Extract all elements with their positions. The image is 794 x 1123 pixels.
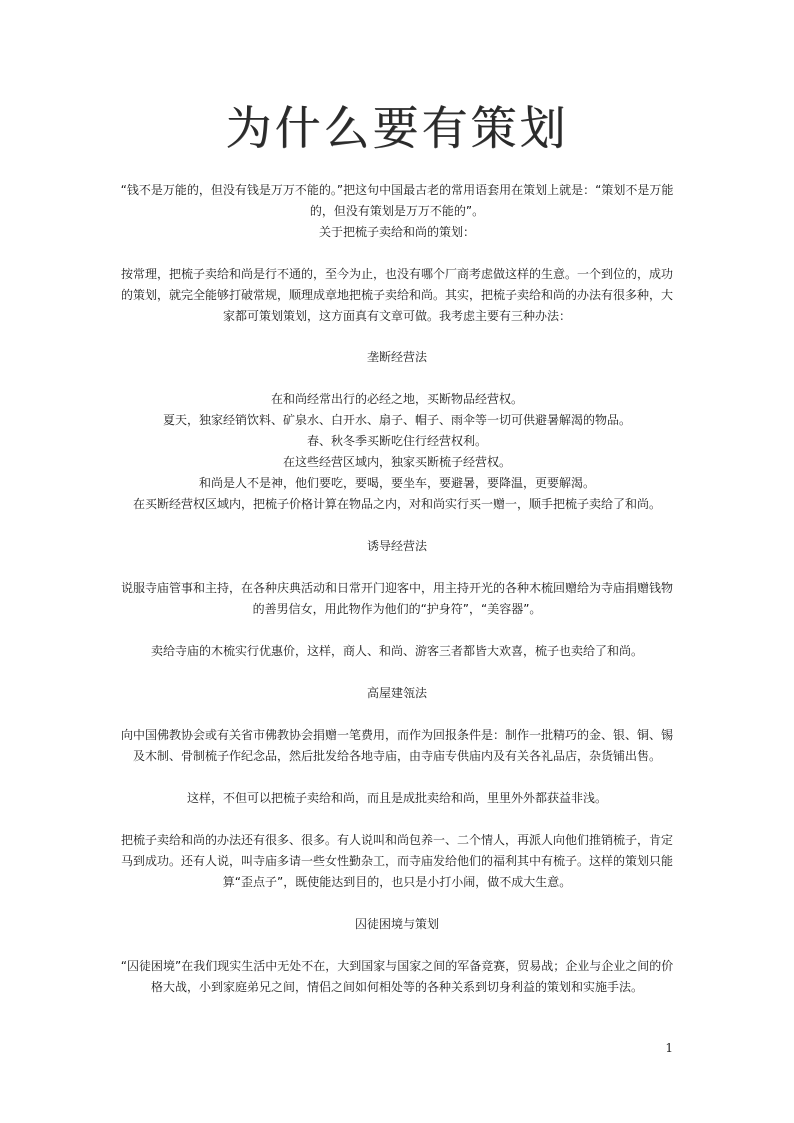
paragraph-monopoly-6: 在买断经营权区域内，把梳子价格计算在物品之内，对和尚实行买一赠一，顺手把梳子卖给了和尚。	[132, 497, 661, 511]
paragraph-monopoly-4: 在这些经营区域内，独家买断梳子经营权。	[282, 455, 511, 469]
section-heading-highground: 高屋建瓴法	[366, 686, 427, 700]
paragraph-common-sense: 按常理，把梳子卖给和尚是行不通的，至今为止，也没有哪个厂商考虑做这样的生意。一个到位的，成功的策划，就完全能够打破常规，顺理成章地把梳子卖给和尚。其实，把梳子卖给和尚的办法有很多种，大家都可策划策划，这方面真有文章可做。我考虑主要有三种办法：	[120, 267, 673, 323]
section-heading-monopoly: 垄断经营法	[366, 350, 427, 364]
page-number: 1	[665, 1041, 673, 1055]
paragraph-comb-strategy-heading: 关于把梳子卖给和尚的策划：	[318, 225, 475, 239]
paragraph-other-methods: 把梳子卖给和尚的办法还有很多、很多。有人说叫和尚包养一、二个情人，再派人向他们推销梳子，肯定马到成功。还有人说，叫寺庙多请一些女性勤杂工，而寺庙发给他们的福利其中有梳子。这样的策划只能算“歪点子”，既使能达到目的，也只是小打小闹，做不成大生意。	[120, 833, 673, 889]
paragraph-highground-1: 向中国佛教协会或有关省市佛教协会捐赠一笔费用，而作为回报条件是：制作一批精巧的金、银、铜、锡及木制、骨制梳子作纪念品，然后批发给各地寺庙，由寺庙专供庙内及有关各礼品店，杂货铺出售。	[120, 728, 673, 763]
paragraph-highground-2: 这样，不但可以把梳子卖给和尚，而且是成批卖给和尚，里里外外都获益非浅。	[186, 791, 607, 805]
section-heading-prisoners-dilemma: 囚徒困境与策划	[354, 917, 439, 931]
section-heading-induce: 诱导经营法	[366, 539, 427, 553]
paragraph-monopoly-1: 在和尚经常出行的必经之地，买断物品经营权。	[270, 392, 523, 406]
paragraph-monopoly-5: 和尚是人不是神，他们要吃，要喝，要坐车，要避暑，要降温，更要解渴。	[198, 476, 595, 490]
paragraph-induce-1: 说服寺庙管事和主持，在各种庆典活动和日常开门迎客中，用主持开光的各种木梳回赠给为寺庙捐赠钱物的善男信女，用此物作为他们的“护身符”，“美容器”。	[120, 581, 673, 616]
document-title: 为什么要有策划	[225, 101, 569, 155]
paragraph-intro: “钱不是万能的，但没有钱是万万不能的。”把这句中国最古老的常用语套用在策划上就是：“策划不是万能的，但没有策划是万万不能的”。	[120, 183, 674, 218]
paragraph-prisoners-dilemma: “囚徒困境”在我们现实生活中无处不在，大到国家与国家之间的军备竞赛，贸易战；企业与企业之间的价格大战，小到家庭弟兄之间，情侣之间如何相处等的各种关系到切身利益的策划和实施手法。	[120, 959, 674, 994]
paragraph-monopoly-3: 春、秋冬季买断吃住行经营权利。	[306, 434, 487, 448]
paragraph-induce-2: 卖给寺庙的木梳实行优惠价，这样，商人、和尚、游客三者都皆大欢喜，梳子也卖给了和尚。	[150, 644, 643, 658]
paragraph-monopoly-2: 夏天，独家经销饮料、矿泉水、白开水、扇子、帽子、雨伞等一切可供避暑解渴的物品。	[162, 413, 631, 427]
